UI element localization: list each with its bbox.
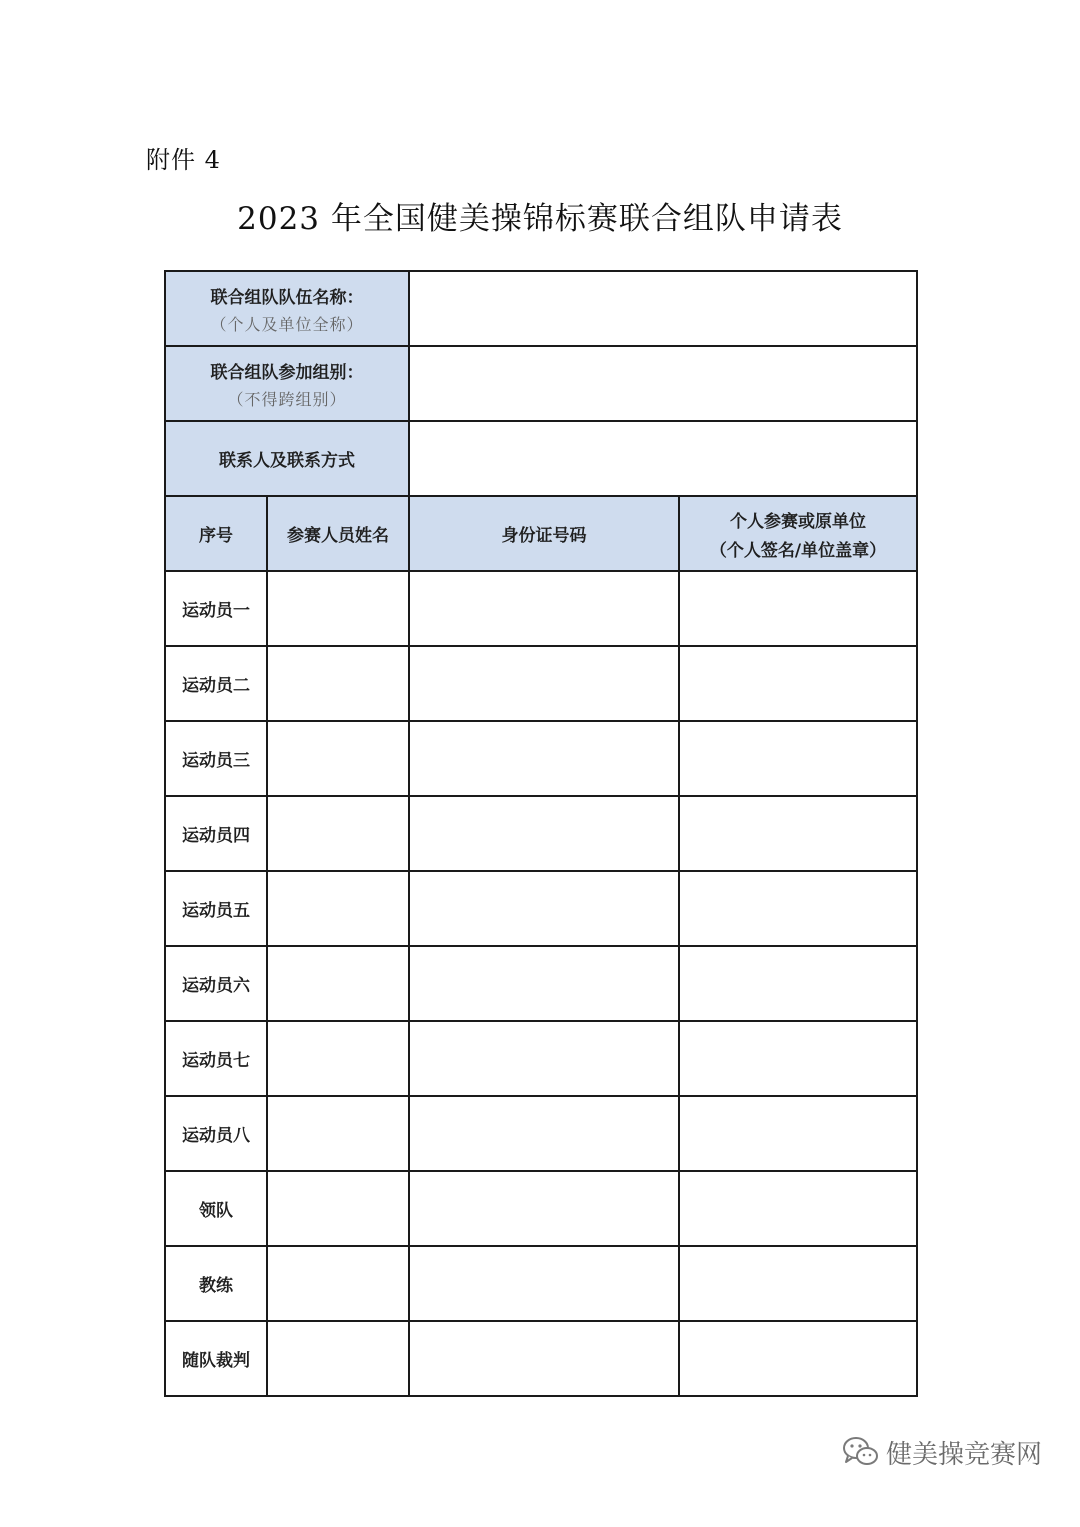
row-label: 运动员三 [165, 721, 267, 796]
id-number-field[interactable] [409, 1171, 679, 1246]
application-form-table [164, 270, 918, 1397]
name-field[interactable] [267, 1246, 409, 1321]
unit-field[interactable] [679, 1171, 917, 1246]
unit-field[interactable] [679, 646, 917, 721]
name-field[interactable] [267, 1171, 409, 1246]
unit-field[interactable] [679, 946, 917, 1021]
team-name-sublabel: （个人及单位全称） [210, 314, 364, 334]
row-label: 运动员八 [165, 1096, 267, 1171]
header-id-number: 身份证号码 [409, 496, 679, 571]
header-unit: 个人参赛或原单位 [730, 511, 867, 532]
row-label: 随队裁判 [165, 1321, 267, 1396]
table-row [165, 1321, 917, 1396]
contact-field[interactable] [409, 421, 917, 496]
row-label: 教练 [165, 1246, 267, 1321]
table-row [165, 721, 917, 796]
table-header-row [165, 496, 917, 571]
team-group-sublabel: （不得跨组别） [227, 389, 347, 409]
team-name-label: 联合组队队伍名称： [210, 287, 364, 308]
unit-field[interactable] [679, 721, 917, 796]
table-row [165, 796, 917, 871]
header-unit-cell [679, 496, 917, 571]
unit-field[interactable] [679, 1096, 917, 1171]
team-group-row [165, 346, 917, 421]
name-field[interactable] [267, 1021, 409, 1096]
id-number-field[interactable] [409, 1246, 679, 1321]
contact-row [165, 421, 917, 496]
table-row [165, 1246, 917, 1321]
header-serial: 序号 [165, 496, 267, 571]
team-name-field[interactable] [409, 271, 917, 346]
header-name: 参赛人员姓名 [267, 496, 409, 571]
row-label: 运动员七 [165, 1021, 267, 1096]
id-number-field[interactable] [409, 646, 679, 721]
wechat-icon [842, 1436, 880, 1468]
row-label: 运动员六 [165, 946, 267, 1021]
attachment-label: 附件 4 [146, 146, 221, 174]
unit-field[interactable] [679, 1021, 917, 1096]
name-field[interactable] [267, 946, 409, 1021]
team-group-label: 联合组队参加组别： [210, 362, 364, 383]
watermark [842, 1432, 1042, 1472]
name-field[interactable] [267, 571, 409, 646]
page-title: 2023 年全国健美操锦标赛联合组队申请表 [237, 201, 843, 237]
name-field[interactable] [267, 1096, 409, 1171]
table-row [165, 946, 917, 1021]
team-group-label-cell [165, 346, 409, 421]
id-number-field[interactable] [409, 946, 679, 1021]
unit-field[interactable] [679, 796, 917, 871]
unit-field[interactable] [679, 1246, 917, 1321]
id-number-field[interactable] [409, 796, 679, 871]
unit-field[interactable] [679, 871, 917, 946]
header-unit-note: （个人签名/单位盖章） [709, 540, 887, 561]
name-field[interactable] [267, 871, 409, 946]
name-field[interactable] [267, 646, 409, 721]
contact-label: 联系人及联系方式 [219, 451, 355, 471]
id-number-field[interactable] [409, 871, 679, 946]
row-label: 运动员四 [165, 796, 267, 871]
table-row [165, 646, 917, 721]
row-label: 领队 [165, 1171, 267, 1246]
unit-field[interactable] [679, 571, 917, 646]
id-number-field[interactable] [409, 1321, 679, 1396]
team-name-row [165, 271, 917, 346]
id-number-field[interactable] [409, 1021, 679, 1096]
id-number-field[interactable] [409, 721, 679, 796]
unit-field[interactable] [679, 1321, 917, 1396]
name-field[interactable] [267, 796, 409, 871]
watermark-text: 健美操竞赛网 [886, 1439, 1043, 1470]
table-row [165, 1171, 917, 1246]
table-row [165, 1021, 917, 1096]
team-group-field[interactable] [409, 346, 917, 421]
table-row [165, 871, 917, 946]
row-label: 运动员二 [165, 646, 267, 721]
name-field[interactable] [267, 1321, 409, 1396]
id-number-field[interactable] [409, 1096, 679, 1171]
row-label: 运动员五 [165, 871, 267, 946]
table-row [165, 571, 917, 646]
row-label: 运动员一 [165, 571, 267, 646]
team-name-label-cell [165, 271, 409, 346]
table-row [165, 1096, 917, 1171]
id-number-field[interactable] [409, 571, 679, 646]
name-field[interactable] [267, 721, 409, 796]
contact-label-cell [165, 421, 409, 496]
